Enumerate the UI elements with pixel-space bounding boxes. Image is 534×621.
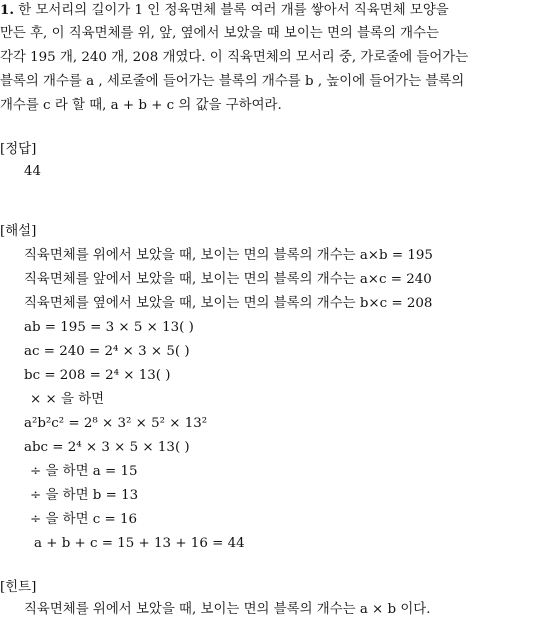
hint-label: [힌트] bbox=[0, 580, 37, 595]
solution-line-8: a²b²c² = 2⁸ × 3² × 5² × 13² bbox=[24, 416, 208, 431]
solution-line-13: a + b + c = 15 + 13 + 16 = 44 bbox=[34, 536, 245, 551]
solution-line-3: 직육면체를 옆에서 보았을 때, 보이는 면의 블록의 개수는 b×c = 208 bbox=[24, 296, 433, 311]
solution-line-5: ac = 240 = 2⁴ × 3 × 5( ) bbox=[24, 344, 190, 359]
solution-line-11: ÷ 을 하면 b = 13 bbox=[30, 488, 139, 503]
solution-label: [해설] bbox=[0, 224, 37, 239]
solution-line-7: × × 을 하면 bbox=[30, 392, 105, 407]
problem-number: 1. bbox=[0, 2, 14, 18]
problem-line-3: 각각 195 개, 240 개, 208 개였다. 이 직육면체의 모서리 중, 가로줄에 들어가는 bbox=[0, 50, 469, 65]
problem-text-1: 한 모서리의 길이가 1 인 정육면체 블록 여러 개를 쌓아서 직육면체 모양을 bbox=[18, 3, 449, 18]
answer-value: 44 bbox=[24, 164, 42, 179]
solution-line-1: 직육면체를 위에서 보았을 때, 보이는 면의 블록의 개수는 a×b = 195 bbox=[24, 248, 433, 263]
problem-line-4: 블록의 개수를 a , 세로줄에 들어가는 블록의 개수를 b , 높이에 들어가는 블록의 bbox=[0, 74, 465, 89]
hint-line: 직육면체를 위에서 보았을 때, 보이는 면의 블록의 개수는 a × b 이다. bbox=[24, 602, 431, 617]
problem-line-1 bbox=[0, 0, 449, 21]
solution-line-9: abc = 2⁴ × 3 × 5 × 13( ) bbox=[24, 440, 190, 455]
problem-line-2: 만든 후, 이 직육면체를 위, 앞, 옆에서 보았을 때 보이는 면의 블록의 개수는 bbox=[0, 26, 439, 41]
answer-label: [정답] bbox=[0, 142, 37, 157]
solution-line-4: ab = 195 = 3 × 5 × 13( ) bbox=[24, 320, 194, 335]
solution-line-2: 직육면체를 앞에서 보았을 때, 보이는 면의 블록의 개수는 a×c = 240 bbox=[24, 272, 432, 287]
solution-line-6: bc = 208 = 2⁴ × 13( ) bbox=[24, 368, 171, 383]
solution-line-10: ÷ 을 하면 a = 15 bbox=[30, 464, 138, 479]
problem-line-5: 개수를 c 라 할 때, a + b + c 의 값을 구하여라. bbox=[0, 98, 282, 113]
solution-line-12: ÷ 을 하면 c = 16 bbox=[30, 512, 138, 527]
